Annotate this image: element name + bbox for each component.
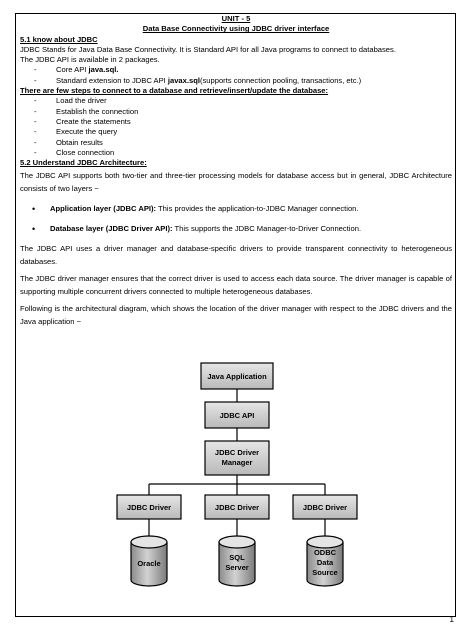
sql-server-label-line2: Server xyxy=(225,563,249,572)
section-heading-5-2: 5.2 Understand JDBC Architecture: xyxy=(20,158,147,168)
step-item: - Load the driver xyxy=(20,96,452,106)
steps-heading: There are few steps to connect to a database and retrieve/insert/update the database: xyxy=(20,86,329,96)
architecture-paragraph-2: The JDBC API uses a driver manager and database-specific drivers to provide transparent connectivity to heterogeneous databases. xyxy=(20,244,452,266)
application-layer-text: This provides the application-to-JDBC Manager connection. xyxy=(156,204,359,214)
page-number: 1 xyxy=(449,615,454,624)
architecture-paragraph-3: The JDBC driver manager ensures that the correct driver is used to access each data source. The driver manager is capable of supporting multiple concurrent drivers connected to multiple heterogeneous databases. xyxy=(20,274,452,296)
package-core-text: Core API xyxy=(56,65,89,75)
jdbc-api-label: JDBC API xyxy=(219,411,255,420)
sql-server-label-line1: SQL xyxy=(229,553,245,562)
odbc-label-line3: Source xyxy=(312,568,338,577)
step-item: - Obtain results xyxy=(20,138,452,148)
database-layer-text: This supports the JDBC Manager-to-Driver Connection. xyxy=(172,224,362,234)
layer-bullet-application xyxy=(20,203,452,215)
odbc-label-line2: Data xyxy=(316,558,334,567)
step-item: - Establish the connection xyxy=(20,107,452,117)
package-ext-text: Standard extension to JDBC API xyxy=(56,75,168,85)
architecture-paragraph-4: Following is the architectural diagram, which shows the location of the driver manager with respect to the JDBC drivers and the Java application − xyxy=(20,304,452,326)
jdbc-definition: JDBC Stands for Java Data Base Connectivity. It is Standard API for all Java programs to connect to databases. xyxy=(20,44,396,54)
jdbc-architecture-diagram xyxy=(105,356,370,591)
database-layer-label: Database layer (JDBC Driver API): xyxy=(50,224,173,234)
odbc-label-line1: ODBC xyxy=(313,548,337,557)
java-application-label: Java Application xyxy=(207,372,267,381)
package-core-name: java.sql. xyxy=(88,65,119,75)
package-ext-name: javax.sql xyxy=(167,75,200,85)
packages-intro: The JDBC API is available in 2 packages. xyxy=(20,55,160,65)
layer-bullet-database xyxy=(20,223,452,235)
oracle-label: Oracle xyxy=(137,559,161,568)
driver-manager-label-line1: JDBC Driver xyxy=(214,448,260,457)
step-item: - Execute the query xyxy=(20,127,452,137)
section-heading-5-1: 5.1 know about JDBC xyxy=(20,34,98,44)
unit-heading: UNIT - 5 xyxy=(221,14,251,23)
jdbc-driver-label: JDBC Driver xyxy=(214,503,260,512)
application-layer-label: Application layer (JDBC API): xyxy=(50,204,157,214)
step-item: - Close connection xyxy=(20,148,452,158)
jdbc-driver-label: JDBC Driver xyxy=(126,503,172,512)
package-item-core xyxy=(20,65,452,75)
document-content xyxy=(20,14,452,328)
jdbc-driver-label: JDBC Driver xyxy=(302,503,348,512)
driver-manager-label-line2: Manager xyxy=(221,458,253,467)
step-item: - Create the statements xyxy=(20,117,452,127)
document-title: Data Base Connectivity using JDBC driver interface xyxy=(142,24,330,34)
package-ext-rest: (supports connection pooling, transactions, etc.) xyxy=(199,75,362,85)
package-item-extension xyxy=(20,76,452,86)
architecture-paragraph-1: The JDBC API supports both two-tier and three-tier processing models for database access but in general, JDBC Architecture consists of two layers − xyxy=(20,171,452,193)
